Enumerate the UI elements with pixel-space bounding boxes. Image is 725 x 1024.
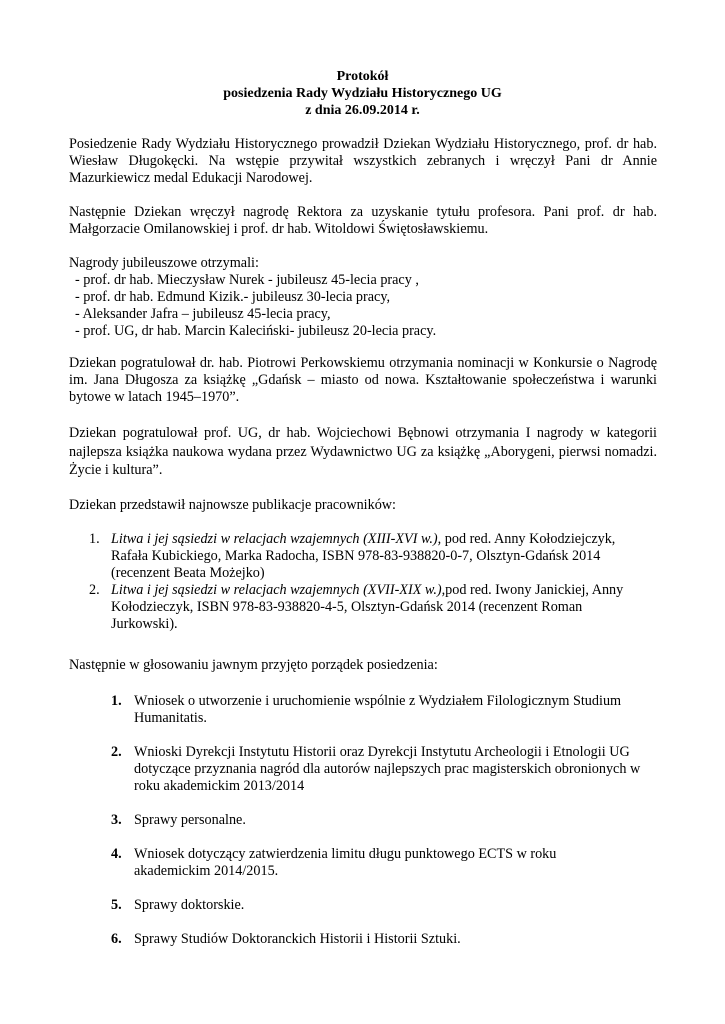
agenda-line: dotyczące przyznania nagród dla autorów najlepszych prac magisterskich obronionych w — [134, 761, 641, 777]
agenda-line: roku akademickim 2013/2014 — [134, 778, 305, 794]
agenda-line: Wnioski Dyrekcji Instytutu Historii oraz Dyrekcji Instytutu Archeologii i Etnologii UG — [134, 744, 630, 760]
agenda-text — [134, 931, 669, 948]
publication-reviewer: Jurkowski). — [111, 616, 178, 632]
jubilee-list — [75, 272, 655, 340]
agenda-line: Sprawy Studiów Doktoranckich Historii i Historii Sztuki. — [134, 931, 461, 947]
publication-number: 1. — [89, 531, 100, 547]
publication-editors: pod red. Iwony Janickiej, Anny — [445, 582, 624, 598]
publication-text — [111, 582, 657, 633]
agenda-intro: Następnie w głosowaniu jawnym przyjęto porządek posiedzenia: — [69, 657, 438, 673]
agenda-number: 3. — [111, 812, 122, 828]
agenda-line: Sprawy personalne. — [134, 812, 246, 828]
publication-title: Litwa i jej sąsiedzi w relacjach wzajemnych (XVII-XIX w.), — [111, 582, 446, 598]
publication-details: Kołodzieczyk, ISBN 978-83-938820-4-5, Olsztyn-Gdańsk 2014 (recenzent Roman — [111, 599, 583, 615]
agenda-number: 1. — [111, 693, 122, 709]
jubilee-item: - prof. UG, dr hab. Marcin Kaleciński- jubileusz 20-lecia pracy. — [75, 323, 437, 339]
jubilee-item: - prof. dr hab. Mieczysław Nurek - jubileusz 45-lecia pracy , — [75, 272, 419, 288]
jubilee-item: - prof. dr hab. Edmund Kizik.- jubileusz 30-lecia pracy, — [75, 289, 391, 305]
document-title: Protokół — [336, 69, 389, 84]
agenda-line: akademickim 2014/2015. — [134, 863, 279, 879]
publication-item — [69, 531, 657, 582]
paragraph-bebnowski: Dziekan pogratulował prof. UG, dr hab. Wojciechowi Bębnowi otrzymania I nagrody w kategorii najlepsza książka naukowa wydana przez Wydawnictwo UG za książkę „Aborygeni, pierwsi nomadzi. Życie i kultura”. — [69, 425, 657, 478]
agenda-text — [134, 744, 669, 795]
paragraph-rector-award: Następnie Dziekan wręczył nagrodę Rektora za uzyskanie tytułu profesora. Pani prof. dr hab. Małgorzacie Omilanowskiej i prof. dr hab. Witoldowi Świętosławskiemu. — [69, 204, 657, 237]
agenda-number: 5. — [111, 897, 122, 913]
agenda-text — [134, 846, 669, 880]
agenda-line: Wniosek dotyczący zatwierdzenia limitu długu punktowego ECTS w roku — [134, 846, 557, 862]
jubilee-item: - Aleksander Jafra – jubileusz 45-lecia pracy, — [75, 306, 331, 322]
agenda-line: Wniosek o utworzenie i uruchomienie wspólnie z Wydziałem Filologicznym Studium — [134, 693, 622, 709]
agenda-text — [134, 812, 669, 829]
agenda-line: Humanitatis. — [134, 710, 207, 726]
publication-details: Rafała Kubickiego, Marka Radocha, ISBN 978-83-938820-0-7, Olsztyn-Gdańsk 2014 — [111, 548, 601, 564]
jubilee-intro: Nagrody jubileuszowe otrzymali: — [69, 255, 259, 271]
publication-item — [69, 582, 657, 633]
document-subtitle: posiedzenia Rady Wydziału Historycznego UG — [223, 86, 502, 101]
publication-number: 2. — [89, 582, 100, 598]
agenda-number: 6. — [111, 931, 122, 947]
publication-reviewer: (recenzent Beata Możejko) — [111, 565, 265, 581]
agenda-text — [134, 897, 669, 914]
paragraph-perkowski: Dziekan pogratulował dr. hab. Piotrowi Perkowskiemu otrzymania nominacji w Konkursie o Nagrodę im. Jana Długosza za książkę „Gdańsk – miasto od nowa. Kształtowanie społeczeństwa i warunki bytowe w latach 1945–1970”. — [69, 355, 657, 405]
agenda-text — [134, 693, 669, 727]
paragraph-opening: Posiedzenie Rady Wydziału Historycznego prowadził Dziekan Wydziału Historycznego, prof. dr hab. Wiesław Długokęcki. Na wstępie przywitał wszystkich zebranych i wręczył Pani dr Annie Mazurkiewicz medal Edukacji Narodowej. — [69, 136, 657, 186]
agenda-line: Sprawy doktorskie. — [134, 897, 245, 913]
agenda-number: 4. — [111, 846, 122, 862]
publication-title: Litwa i jej sąsiedzi w relacjach wzajemnych (XIII-XVI w.), — [111, 531, 442, 547]
agenda-number: 2. — [111, 744, 122, 760]
publications-intro: Dziekan przedstawił najnowsze publikacje pracowników: — [69, 497, 396, 513]
publication-editors: pod red. Anny Kołodziejczyk, — [441, 531, 616, 547]
document-date: z dnia 26.09.2014 r. — [305, 103, 420, 118]
publication-text — [111, 531, 657, 582]
